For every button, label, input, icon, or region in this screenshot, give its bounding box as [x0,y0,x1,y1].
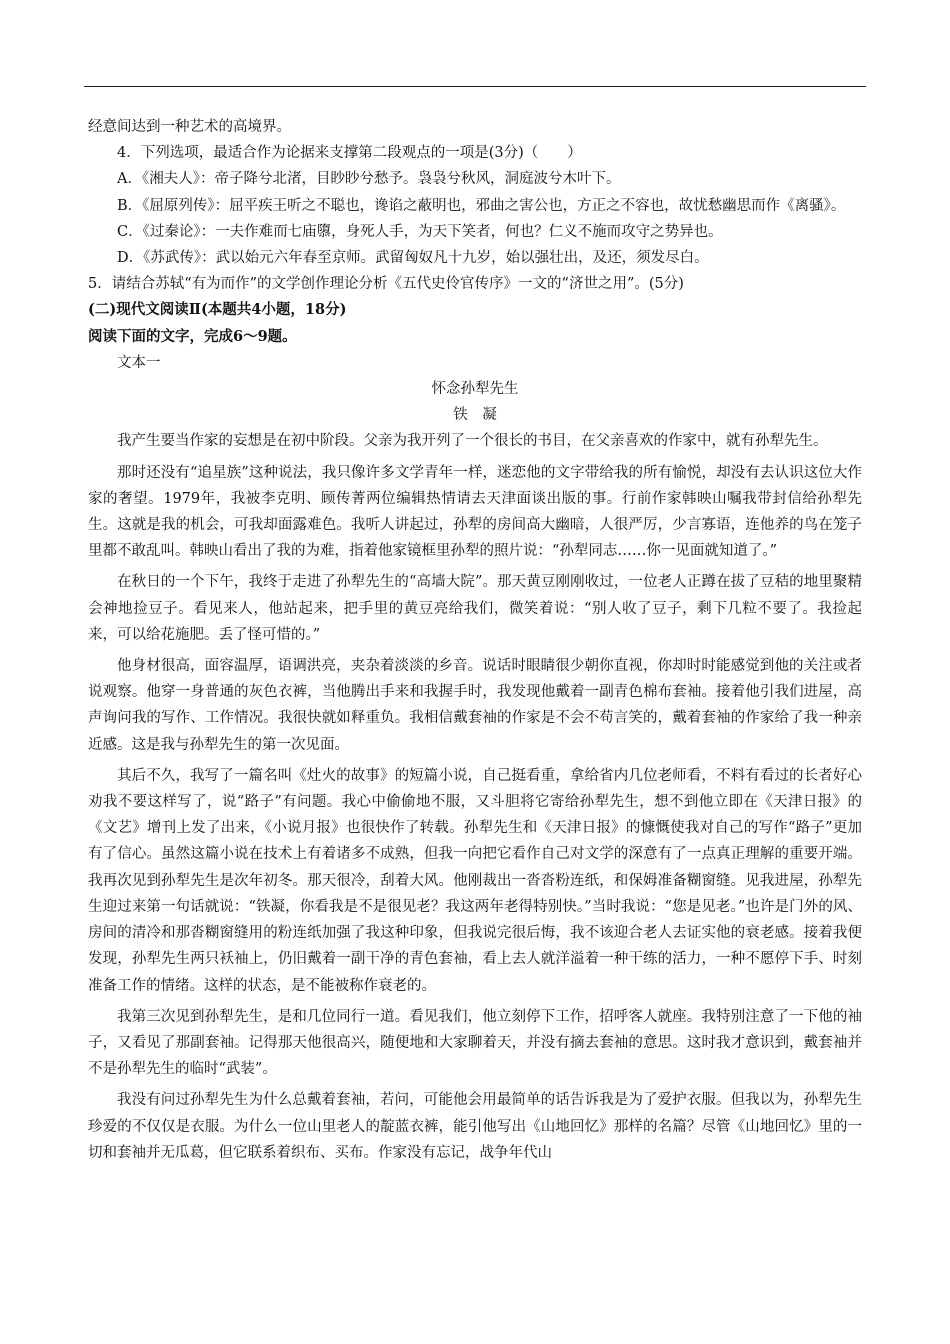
question-4-option-a: A．《湘夫人》：帝子降兮北渚，目眇眇兮愁予。袅袅兮秋风，洞庭波兮木叶下。 [117,171,621,188]
question-4-option-c: C．《过秦论》：一夫作难而七庙隳，身死人手，为天下笑者，何也？仁义不施而攻守之势异也。 [117,223,723,240]
header-rule [84,86,866,87]
paragraph: 我没有问过孙犁先生为什么总戴着套袖，若问，可能他会用最简单的话告诉我是为了爱护衣服。但我以为，孙犁先生珍爱的不仅仅是衣服。为什么一位山里老人的靛蓝衣裤，能引他写出《山地回忆》那样的名篇？尽管《山地回忆》里的一切和套袖并无瓜葛，但它联系着织布、买布。作家没有忘记，战争年代山 [88,1092,862,1161]
reading-instruction: 阅读下面的文字，完成6～9题。 [88,327,297,345]
paragraph: 他身材很高，面容温厚，语调洪亮，夹杂着淡淡的乡音。说话时眼睛很少朝你直视，你却时时能感觉到他的关注或者说观察。他穿一身普通的灰色衣裤，当他腾出手来和我握手时，我发现他戴着一副青色棉布套袖。接着他引我们进屋，高声询问我的写作、工作情况。我很快就如释重负。我相信戴套袖的作家是不会不苟言笑的，戴着套袖的作家给了我一种亲近感。这是我与孙犁先生的第一次见面。 [88,658,862,753]
paragraph: 我第三次见到孙犁先生，是和几位同行一道。看见我们，他立刻停下工作，招呼客人就座。我特别注意了一下他的袖子，又看见了那副套袖。记得那天他很高兴，随便地和大家聊着天，并没有摘去套袖的意思。这时我才意识到，戴套袖并不是孙犁先生的临时“武装”。 [88,1008,862,1078]
paragraph: 在秋日的一个下午，我终于走进了孙犁先生的“高墙大院”。那天黄豆刚刚收过，一位老人正蹲在拔了豆秸的地里聚精会神地捡豆子。看见来人，他站起来，把手里的黄豆亮给我们，微笑着说：“别人收了豆子，剩下几粒不要了。我捡起来，可以给花施肥。丢了怪可惜的。” [88,574,862,643]
question-4: 4．下列选项，最适合作为论据来支撑第二段观点的一项是(3分)（ ） [117,145,582,162]
document-body [88,114,862,1166]
text-label: 文本一 [117,354,161,371]
paragraph: 其后不久，我写了一篇名叫《灶火的故事》的短篇小说，自己挺看重，拿给省内几位老师看，不料有看过的长者好心劝我不要这样写了，说“路子”有问题。我心中偷偷地不服，又斗胆将它寄给孙犁先生，想不到他立即在《天津日报》的《文艺》增刊上发了出来，《小说月报》也很快作了转载。孙犁先生和《天津日报》的慷慨使我对自己的写作“路子”更加有了信心。虽然这篇小说在技术上有着诸多不成熟，但我一向把它看作自己对文学的深意有了一点真正理解的重要开端。我再次见到孙犁先生是次年初冬。那天很冷，刮着大风。他刚裁出一沓沓粉连纸，和保姆准备糊窗缝。见我进屋，孙犁先生迎过来第一句话就说：“铁凝，你看我是不是很见老？我这两年老得特别快。”当时我说：“您是见老。”也许是门外的风、房间的清冷和那沓糊窗缝用的粉连纸加强了我这种印象，但我说完很后悔，我不该迎合老人去证实他的衰老感。接着我便发现，孙犁先生两只袄袖上，仍旧戴着一副干净的青色套袖，看上去人就洋溢着一种干练的活力，一种不愿停下手、时刻准备工作的情绪。这样的状态，是不能被称作衰老的。 [88,767,862,994]
question-4-option-d: D．《苏武传》：武以始元六年春至京师。武留匈奴凡十九岁，始以强壮出，及还，须发尽白。 [117,250,709,267]
article-title: 怀念孙犁先生 [431,381,519,398]
continuation-line: 经意间达到一种艺术的高境界。 [88,119,291,135]
paragraph: 我产生要当作家的妄想是在初中阶段。父亲为我开列了一个很长的书目，在父亲喜欢的作家中，就有孙犁先生。 [117,433,828,450]
article-author: 铁 凝 [453,407,497,424]
paragraph: 那时还没有“追星族”这种说法，我只像许多文学青年一样，迷恋他的文字带给我的所有愉悦，却没有去认识这位大作家的奢望。1979年，我被李克明、顾传菁两位编辑热情请去天津面谈出版的事。行前作家韩映山嘱我带封信给孙犁先生。这就是我的机会，可我却面露难色。我听人讲起过，孙犁的房间高大幽暗，人很严厉，少言寡语，连他养的鸟在笼子里都不敢乱叫。韩映山看出了我的为难，指着他家镜框里孙犁的照片说：“孙犁同志……你一见面就知道了。” [88,464,862,560]
question-4-option-b: B．《屈原列传》：屈平疾王听之不聪也，谗谄之蔽明也，邪曲之害公也，方正之不容也，故忧愁幽思而作《离骚》。 [117,197,846,214]
section-heading: (二)现代文阅读Ⅱ(本题共4小题，18分) [88,301,347,319]
question-5: 5．请结合苏轼“有为而作”的文学创作理论分析《五代史伶官传序》一文的“济世之用”。(5分) [88,276,684,293]
